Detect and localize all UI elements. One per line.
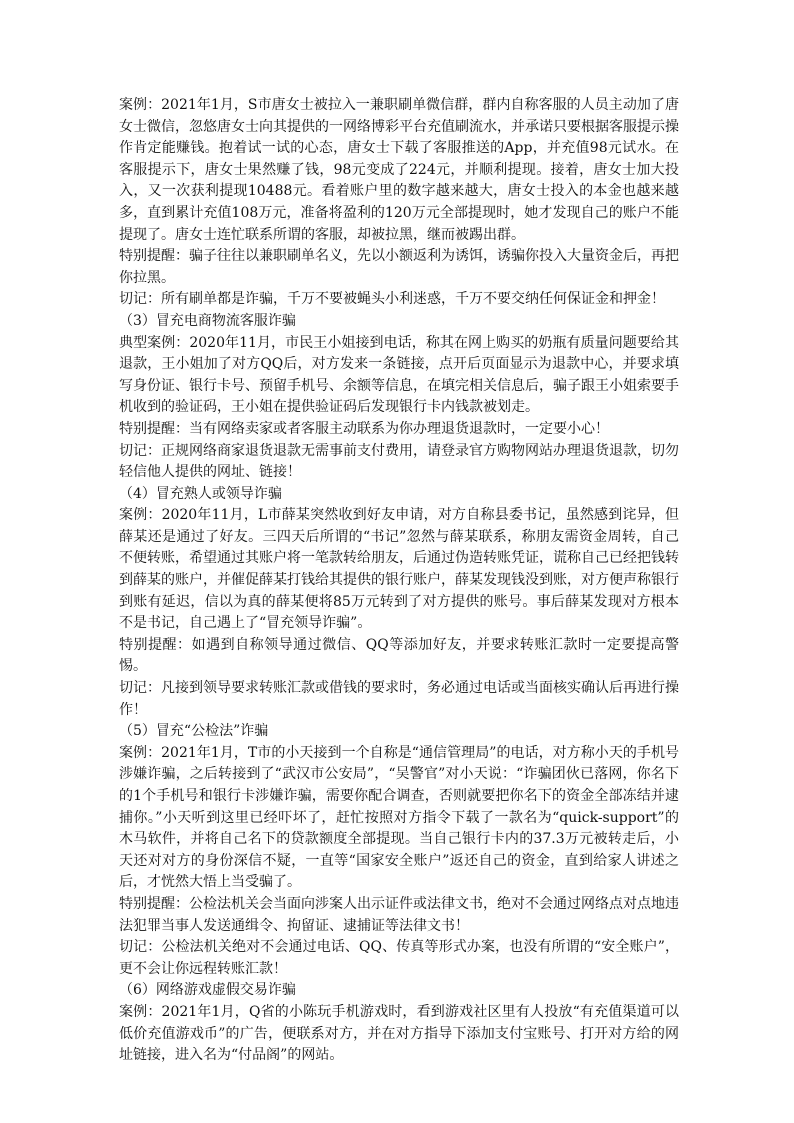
case-paragraph-police: 案例：2021年1月，T市的小天接到一个自称是“通信管理局”的电话，对方称小天的手机号涉嫌诈骗，之后转接到了“武汉市公安局”，“吴警官”对小天说：“诈骗团伙已落网，你名下的1个手机号和银行卡涉嫌诈骗，需要你配合调查，否则就要把你名下的资金全部冻结并逮捕你。”小天听到这里已经吓坏了，赶忙按照对方指令下载了一款名为“quick-support”的木马软件，并将自己名下的贷款额度全部提现。当自己银行卡内的37.3万元被转走后，小天还对对方的身份深信不疑，一直等“国家安全账户”返还自己的资金，直到给家人讲述之后，才恍然大悟上当受骗了。 [119,744,679,891]
special-reminder-paragraph: 特别提醒：当有网络卖家或者客服主动联系为你办理退货退款时，一定要小心！ [119,420,609,437]
remember-paragraph: 切记：正规网络商家退货退款无需事前支付费用，请登录官方购物网站办理退货退款，切勿轻信他人提供的网址、链接！ [119,442,679,481]
remember-paragraph: 切记：所有刷单都是诈骗，千万不要被蝇头小利迷惑，千万不要交纳任何保证金和押金！ [119,291,665,308]
section-heading-game: （6）网络游戏虚假交易诈骗 [119,982,296,999]
section-heading-impersonation: （4）冒充熟人或领导诈骗 [119,485,282,502]
special-reminder-paragraph: 特别提醒：如遇到自称领导通过微信、QQ等添加好友，并要求转账汇款时一定要提高警惕。 [119,636,679,675]
section-heading-ecommerce: （3）冒充电商物流客服诈骗 [119,312,296,329]
special-reminder-paragraph: 特别提醒：公检法机关会当面向涉案人出示证件或法律文书，绝对不会通过网络点对点地违法犯罪当事人发送通缉令、拘留证、逮捕证等法律文书！ [119,895,679,934]
case-paragraph-game: 案例：2021年1月，Q省的小陈玩手机游戏时，看到游戏社区里有人投放“有充值渠道可以低价充值游戏币”的广告，便联系对方，并在对方指导下添加支付宝账号、打开对方给的网址链接，进入名为“付品阁”的网站。 [119,1003,679,1064]
section-heading-police: （5）冒充“公检法”诈骗 [119,723,269,740]
case-paragraph-ecommerce: 典型案例：2020年11月，市民王小姐接到电话，称其在网上购买的奶瓶有质量问题要给其退款，王小姐加了对方QQ后，对方发来一条链接，点开后页面显示为退款中心，并要求填写身份证、银行卡号、预留手机号、余额等信息，在填完相关信息后，骗子跟王小姐索要手机收到的验证码，王小姐在提供验证码后发现银行卡内钱款被划走。 [119,334,679,416]
case-paragraph-part-time-scam: 案例：2021年1月，S市唐女士被拉入一兼职刷单微信群，群内自称客服的人员主动加了唐女士微信，忽悠唐女士向其提供的一网络博彩平台充值刷流水，并承诺只要根据客服提示操作肯定能赚钱。抱着试一试的心态，唐女士下载了客服推送的App，并充值98元试水。在客服提示下，唐女士果然赚了钱，98元变成了224元，并顺利提现。接着，唐女士加大投入，又一次获利提现10488元。看着账户里的数字越来越大，唐女士投入的本金也越来越多，直到累计充值108万元，准备将盈利的120万元全部提现时，她才发现自己的账户不能提现了。唐女士连忙联系所谓的客服，却被拉黑，继而被踢出群。 [119,97,679,243]
remember-paragraph: 切记：凡接到领导要求转账汇款或借钱的要求时，务必通过电话或当面核实确认后再进行操作！ [119,680,679,718]
special-reminder-paragraph: 特别提醒：骗子往往以兼职刷单名义，先以小额返利为诱饵，诱骗你投入大量资金后，再把你拉黑。 [119,248,679,286]
document-body [119,95,679,1067]
remember-paragraph: 切记：公检法机关绝对不会通过电话、QQ、传真等形式办案，也没有所谓的“安全账户”，更不会让你远程转账汇款！ [119,939,679,977]
case-paragraph-impersonation: 案例：2020年11月，L市薛某突然收到好友申请，对方自称县委书记，虽然感到诧异，但薛某还是通过了好友。三四天后所谓的“书记”忽然与薛某联系，称朋友需资金周转，自己不便转账，希望通过其账户将一笔款转给朋友，后通过伪造转账凭证，谎称自己已经把钱转到薛某的账户，并催促薛某打钱给其提供的银行账户，薛某发现钱没到账，对方便声称银行到账有延迟，信以为真的薛某便将85万元转到了对方提供的账号。事后薛某发现对方根本不是书记，自己遇上了“冒充领导诈骗”。 [119,507,679,632]
